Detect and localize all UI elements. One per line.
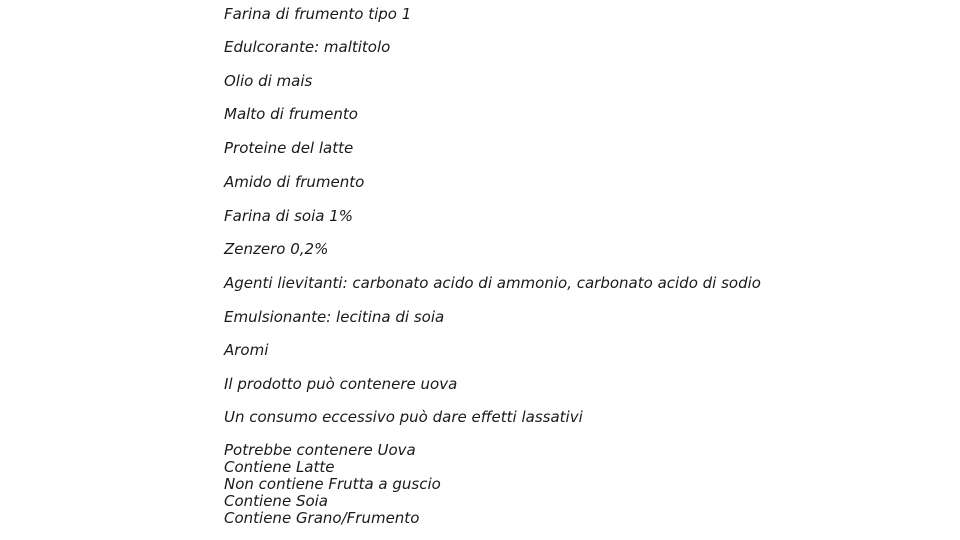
ingredient-line: Emulsionante: lecitina di soia — [224, 308, 445, 326]
ingredient-line: Olio di mais — [224, 72, 313, 90]
ingredient-line: Agenti lievitanti: carbonato acido di ammonio, carbonato acido di sodio — [224, 274, 761, 292]
ingredient-line: Zenzero 0,2% — [224, 240, 329, 258]
allergen-item: Potrebbe contenere Uova — [224, 441, 416, 459]
allergen-item: Contiene Grano/Frumento — [224, 509, 420, 527]
ingredient-line: Malto di frumento — [224, 105, 358, 123]
ingredient-line: Amido di frumento — [224, 173, 365, 191]
allergen-list — [224, 442, 441, 527]
ingredient-line: Farina di soia 1% — [224, 207, 353, 225]
allergen-item: Non contiene Frutta a guscio — [224, 475, 441, 493]
ingredient-line: Edulcorante: maltitolo — [224, 38, 391, 56]
allergen-item: Contiene Soia — [224, 492, 328, 510]
ingredient-line: Farina di frumento tipo 1 — [224, 5, 412, 23]
ingredient-line: Proteine del latte — [224, 139, 354, 157]
ingredient-line: Aromi — [224, 341, 269, 359]
allergen-item: Contiene Latte — [224, 458, 335, 476]
ingredient-line: Un consumo eccessivo può dare effetti lassativi — [224, 408, 583, 426]
ingredient-line: Il prodotto può contenere uova — [224, 375, 458, 393]
